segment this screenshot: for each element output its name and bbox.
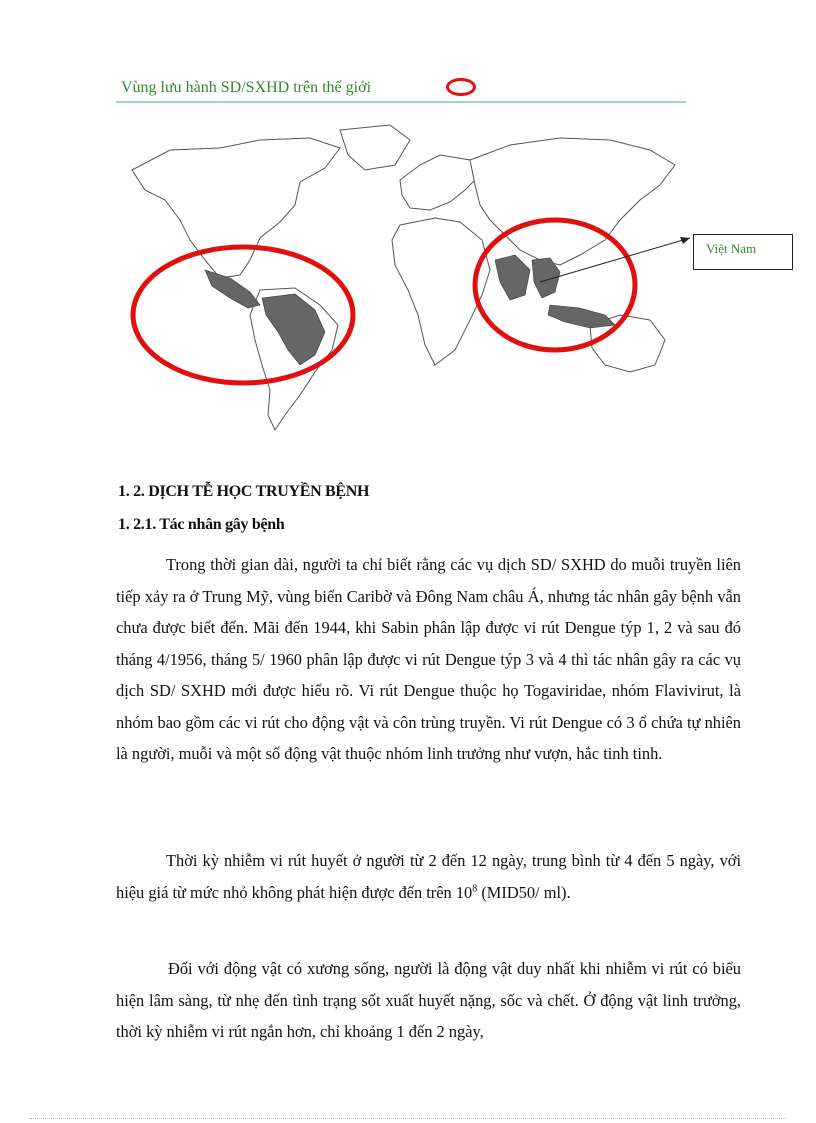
asia (470, 138, 675, 265)
paragraph-3: Đối với động vật có xương sống, người là động vật duy nhất khi nhiễm vi rút có biểu hiện lâm sàng, từ nhẹ đến tình trạng sốt xuất huyết nặng, sốc và chết. Ở động vật linh trưởng, thời kỳ nhiễm vi rút ngắn hơn, chỉ khoảng 1 đến 2 ngày, (116, 959, 741, 1041)
page-bottom-divider (30, 1118, 786, 1119)
greenland (340, 125, 410, 170)
paragraph-1: Trong thời gian dài, người ta chỉ biết rằng các vụ dịch SD/ SXHD do muỗi truyền liên tiếp xảy ra ở Trung Mỹ, vùng biển Caribờ và Đông Nam châu Á, nhưng tác nhân gây bệnh vẫn chưa được biết đến. Mãi đến 1944, khi Sabin phân lập được vi rút Dengue týp 1, 2 và sau đó tháng 4/1956, tháng 5/ 1960 phân lập được vi rút Dengue týp 3 và 4 thì tác nhân gây ra các vụ dịch SD/ SXHD mới được hiểu rõ. Vi rút Dengue thuộc họ Togaviridae, nhóm Flavivirut, là nhóm bao gồm các vi rút cho động vật và côn trùng truyền. Vi rút Dengue có 3 ổ chứa tự nhiên là người, muỗi và một số động vật thuộc nhóm linh trưởng như vượn, hắc tinh tinh. (116, 555, 741, 763)
endemic-islands (548, 305, 615, 328)
map-title: Vùng lưu hành SD/SXHD trên thế giới (121, 79, 372, 96)
paragraph-2-text: Thời kỳ nhiễm vi rút huyết ở người từ 2 đến 12 ngày, trung bình từ 4 đến 5 ngày, với hiệu giá từ mức nhỏ không phát hiện được đến trên 10 (116, 851, 741, 902)
section-heading: 1. 2. DỊCH TỄ HỌC TRUYỀN BỆNH (118, 483, 370, 500)
legend-oval-marker (446, 78, 476, 96)
paragraph-2-unit: (MID50/ ml). (477, 882, 571, 902)
callout-arrowhead (680, 237, 690, 244)
vietnam-callout: Việt Nam (693, 234, 793, 270)
exponent: 8 (472, 883, 478, 895)
endemic-south-asia (495, 255, 530, 300)
paragraph-2 (116, 845, 741, 908)
title-underline (116, 101, 686, 103)
world-map (110, 110, 710, 460)
north-america (132, 138, 340, 278)
europe (400, 155, 480, 210)
subsection-heading: 1. 2.1. Tác nhân gây bệnh (118, 516, 285, 533)
